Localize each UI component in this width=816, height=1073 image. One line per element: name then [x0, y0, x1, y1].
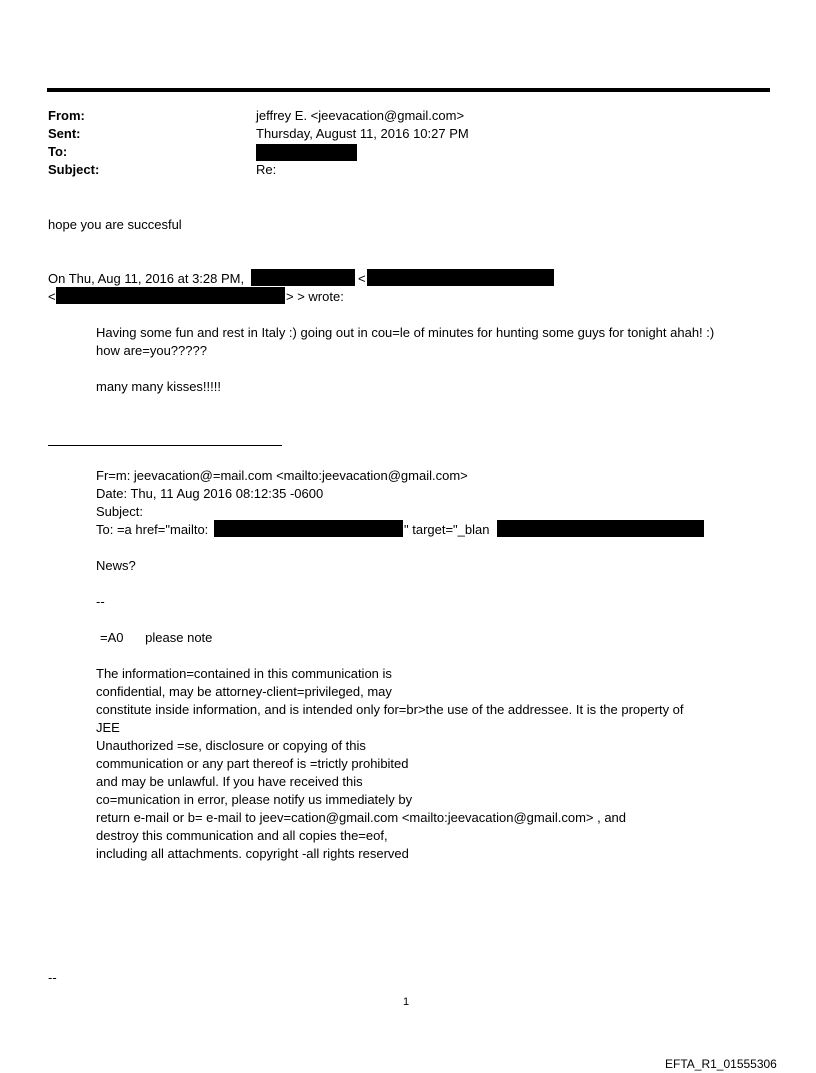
quoted-header-wrote: > > wrote: — [286, 289, 344, 304]
disclaimer-line: Unauthorized =se, disclosure or copying of this — [96, 738, 366, 753]
disclaimer-line: communication or any part thereof is =trictly prohibited — [96, 756, 409, 771]
forwarded-subject: Subject: — [96, 504, 143, 519]
quoted-header-lt-2: < — [48, 289, 56, 304]
from-label: From: — [48, 108, 85, 123]
quoted-body-line2: how are=you????? — [96, 343, 207, 358]
reply-body: hope you are succesful — [48, 217, 182, 232]
page-number: 1 — [403, 996, 410, 1008]
disclaimer-line: destroy this communication and all copies the=eof, — [96, 828, 388, 843]
disclaimer-line: confidential, may be attorney-client=privileged, may — [96, 684, 392, 699]
sent-value: Thursday, August 11, 2016 10:27 PM — [256, 126, 469, 141]
subject-value: Re: — [256, 162, 277, 177]
redaction-to-email — [214, 520, 403, 537]
disclaimer-line: constitute inside information, and is intended only for=br>the use of the addressee. It is the property of — [96, 702, 684, 717]
forwarded-to-prefix: To: =a href="mailto: — [96, 522, 209, 537]
redaction-sender-email-2 — [56, 287, 285, 304]
quoted-header-line1: On Thu, Aug 11, 2016 at 3:28 PM, — [48, 271, 245, 286]
disclaimer-line: return e-mail or b= e-mail to jeev=cation@gmail.com <mailto:jeevacation@gmail.com> , and — [96, 810, 627, 825]
header-rule — [47, 88, 770, 92]
disclaimer-line: and may be unlawful. If you have received this — [96, 774, 363, 789]
quoted-body-line1: Having some fun and rest in Italy :) going out in cou=le of minutes for hunting some guys for tonight ahah! :) — [96, 325, 715, 340]
quoted-header-lt-1: < — [358, 271, 366, 286]
footer-dashes: -- — [48, 970, 57, 985]
to-label: To: — [48, 144, 68, 159]
redaction-sender-name — [251, 269, 355, 286]
sent-label: Sent: — [48, 126, 81, 141]
from-value: jeffrey E. <jeevacation@gmail.com> — [256, 108, 465, 123]
forwarded-news: News? — [96, 558, 136, 573]
forwarded-date: Date: Thu, 11 Aug 2016 08:12:35 -0600 — [96, 486, 324, 501]
redaction-to-link — [497, 520, 704, 537]
disclaimer-line: including all attachments. copyright -all rights reserved — [96, 846, 409, 861]
disclaimer-line: The information=contained in this communication is — [96, 666, 392, 681]
subject-label: Subject: — [48, 162, 100, 177]
forwarded-dashes: -- — [96, 594, 105, 609]
redaction-to — [256, 144, 357, 161]
disclaimer-line: co=munication in error, please notify us immediately by — [96, 792, 413, 807]
disclaimer-line: JEE — [96, 720, 120, 735]
forwarded-note: =A0 please note — [100, 630, 213, 645]
forwarded-from: Fr=m: jeevacation@=mail.com <mailto:jeevacation@gmail.com> — [96, 468, 468, 483]
forwarded-to-middle: " target="_blan — [404, 522, 490, 537]
forward-separator — [48, 445, 282, 446]
quoted-body-line3: many many kisses!!!!! — [96, 379, 221, 394]
redaction-sender-email — [367, 269, 554, 286]
document-id: EFTA_R1_01555306 — [665, 1057, 777, 1071]
